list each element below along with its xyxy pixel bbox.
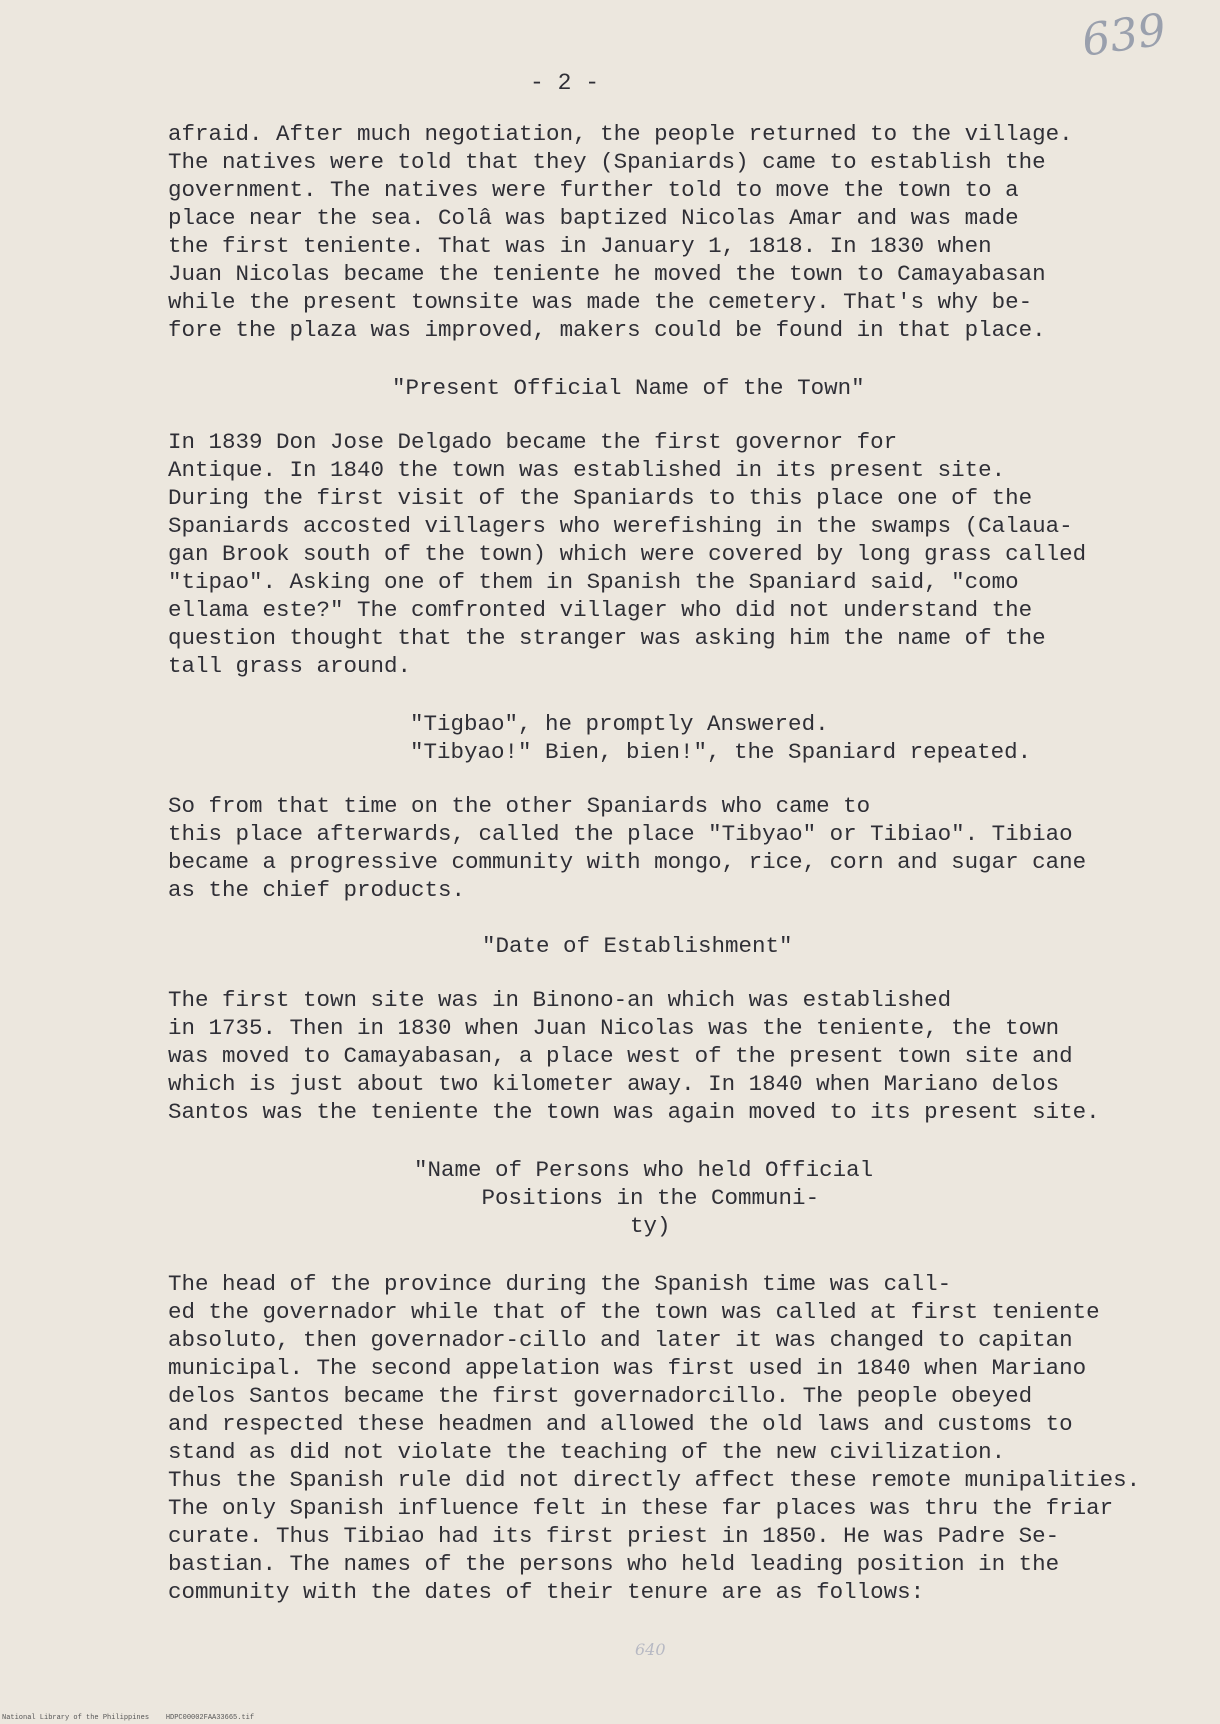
paragraph-name-origin: In 1839 Don Jose Delgado became the first governor for Antique. In 1840 the town was established in its present site. During the first visit of the Spaniards to this place one of the Spaniards accosted villagers who werefishing in the swamps (Calaua- gan Brook south of the town) which were covered by long grass called "tipao". Asking one of them in Spanish the Spaniard said, "como ellama este?" The comfronted villager who did not understand the question thought that the stranger was asking him the name of the tall grass around. — [168, 429, 1087, 679]
page-number: - 2 - — [530, 70, 600, 96]
archive-footer: National Library of the Philippines HDPC00002FAA33665.tif — [2, 1714, 255, 1722]
paragraph-officials: The head of the province during the Spanish time was call- ed the governador while that of the town was called at first teniente absoluto, then governador-cillo and later it was changed to capitan municipal. The second appelation was first used in 1840 when Mariano delos Santos became the first governadorcillo. The people obeyed and respected these headmen and allowed the old laws and customs to stand as did not violate the teaching of the new civilization. Thus the Spanish rule did not directly affect these remote munipalities. The only Spanish influence felt in these far places was thru the friar curate. Thus Tibiao had its first priest in 1850. He was Padre Se- bastian. The names of the persons who held leading position in the community with the dates of their tenure are as follows: — [168, 1271, 1141, 1605]
paragraph-origin: afraid. After much negotiation, the people returned to the village. The natives were told that they (Spaniards) came to establish the government. The natives were further told to move the town to a place near the sea. Colâ was baptized Nicolas Amar and was made the first teniente. That was in January 1, 1818. In 1830 when Juan Nicolas became the teniente he moved the town to Camayabasan while the present townsite was made the cemetery. That's why be- fore the plaza was improved, makers could be found in that place. — [168, 121, 1073, 343]
heading-officials: "Name of Persons who held Official Positions in the Communi- ty) — [414, 1157, 874, 1239]
heading-official-name: "Present Official Name of the Town" — [392, 375, 865, 401]
heading-date-establishment: "Date of Establishment" — [482, 933, 793, 959]
folio-mark: 639 — [1078, 4, 1170, 67]
paragraph-tibiao: So from that time on the other Spaniards who came to this place afterwards, called the place "Tibyao" or Tibiao". Tibiao became a progressive community with mongo, rice, corn and sugar cane as the chief products. — [168, 793, 1087, 903]
bottom-stamp: 640 — [635, 1640, 666, 1659]
paragraph-establishment: The first town site was in Binono-an which was established in 1735. Then in 1830 when Juan Nicolas was the teniente, the town was moved to Camayabasan, a place west of the present town site and which is just about two kilometer away. In 1840 when Mariano delos Santos was the teniente the town was again moved to its present site. — [168, 987, 1100, 1125]
dialogue-lines: "Tigbao", he promptly Answered. "Tibyao!" Bien, bien!", the Spaniard repeated. — [410, 711, 1032, 765]
